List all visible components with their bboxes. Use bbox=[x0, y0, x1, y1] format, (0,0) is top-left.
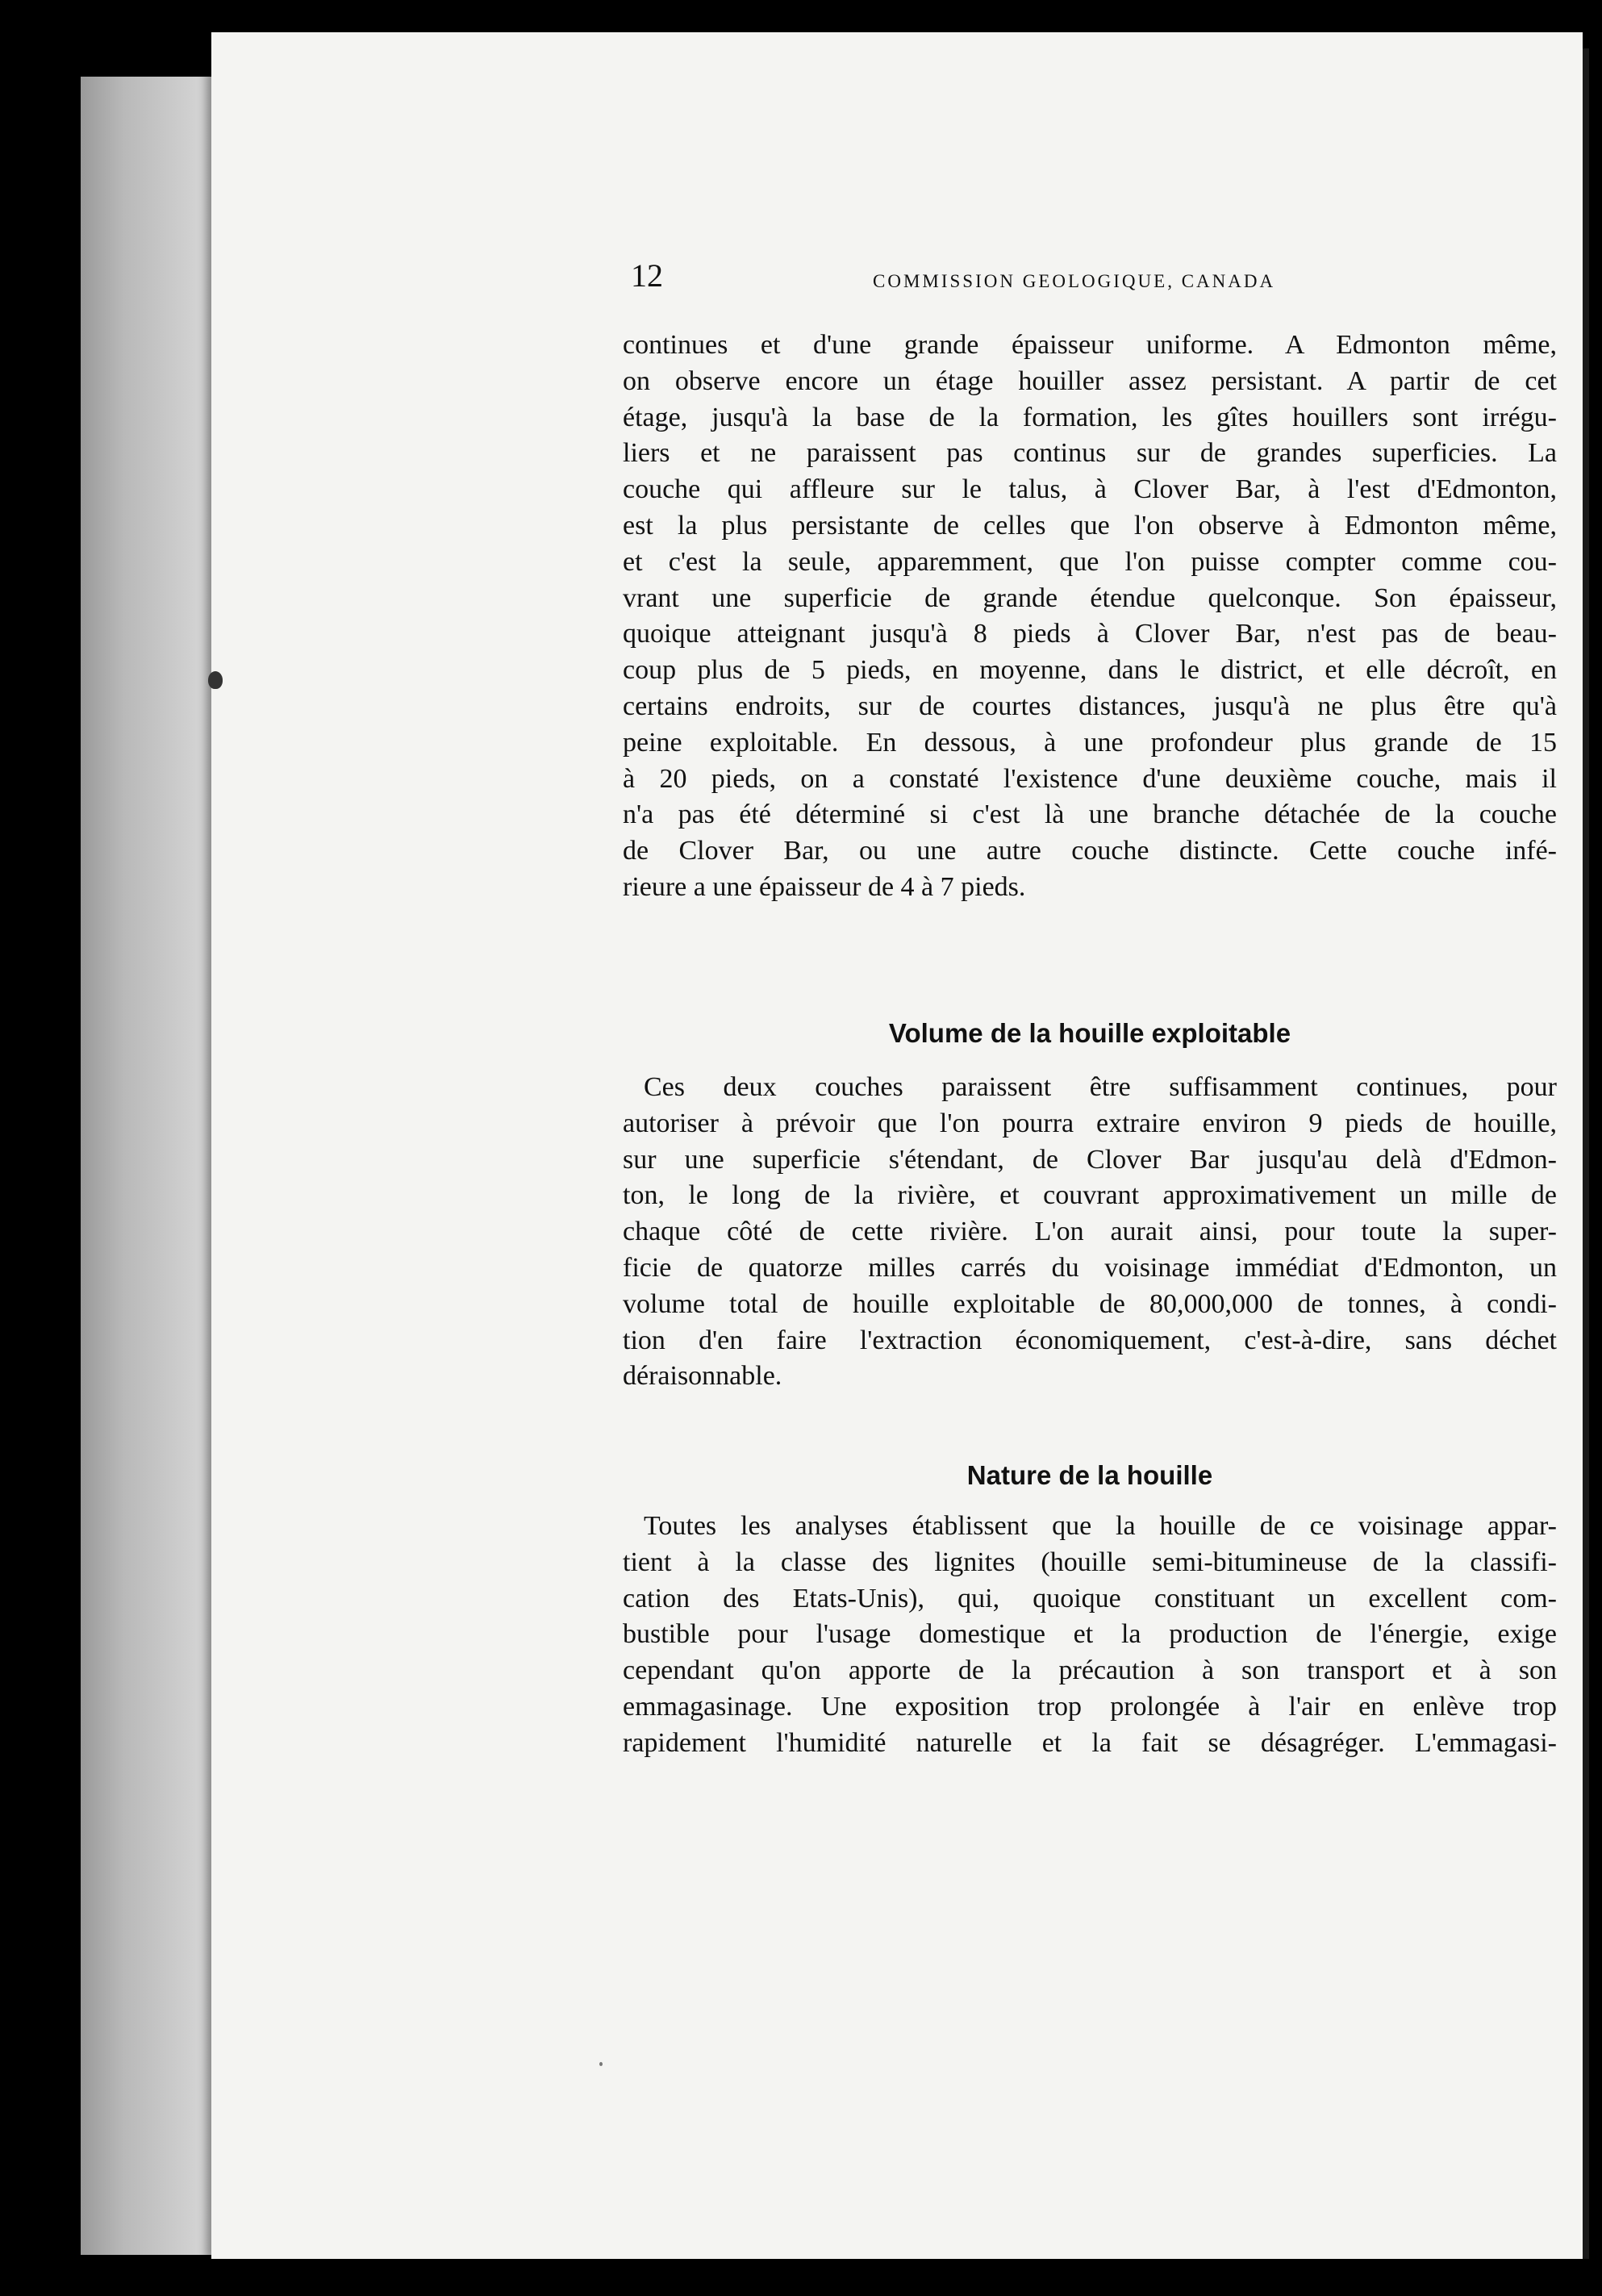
text-line: autoriser à prévoir que l'on pourra extraire environ 9 pieds de houille, bbox=[623, 1108, 1557, 1138]
text-line: rapidement l'humidité naturelle et la fait se désagréger. L'emmagasi- bbox=[623, 1727, 1557, 1758]
text-line: ficie de quatorze milles carrés du voisinage immédiat d'Edmonton, un bbox=[623, 1252, 1557, 1283]
text-line: coup plus de 5 pieds, en moyenne, dans le district, et elle décroît, en bbox=[623, 655, 1557, 686]
text-line: couche qui affleure sur le talus, à Clover Bar, à l'est d'Edmonton, bbox=[623, 474, 1557, 505]
section-heading-nature: Nature de la houille bbox=[966, 1460, 1213, 1490]
text-line: de Clover Bar, ou une autre couche distincte. Cette couche infé- bbox=[623, 836, 1557, 866]
text-line: vrant une superficie de grande étendue quelconque. Son épaisseur, bbox=[623, 582, 1557, 613]
running-head: COMMISSION GEOLOGIQUE, CANADA bbox=[873, 271, 1276, 291]
text-line: chaque côté de cette rivière. L'on aurait ainsi, pour toute la super- bbox=[623, 1217, 1557, 1247]
punch-hole-mark bbox=[208, 671, 223, 689]
text-line: cation des Etats-Unis), qui, quoique constituant un excellent com- bbox=[623, 1583, 1557, 1613]
text-line: volume total de houille exploitable de 80,000,000 de tonnes, à condi- bbox=[623, 1288, 1557, 1319]
text-line: liers et ne paraissent pas continus sur de grandes superficies. La bbox=[623, 438, 1557, 469]
paragraph-nature bbox=[623, 1509, 1557, 1762]
section-heading-volume: Volume de la houille exploitable bbox=[888, 1018, 1291, 1048]
text-line: tion d'en faire l'extraction économiquement, c'est-à-dire, sans déchet bbox=[623, 1325, 1557, 1355]
text-line: cependant qu'on apporte de la précaution à son transport et à son bbox=[623, 1655, 1557, 1686]
text-line: Toutes les analyses établissent que la houille de ce voisinage appar- bbox=[644, 1511, 1557, 1541]
text-line: déraisonnable. bbox=[623, 1361, 782, 1392]
page-number: 12 bbox=[631, 257, 663, 294]
text-line: est la plus persistante de celles que l'on observe à Edmonton même, bbox=[623, 510, 1557, 541]
text-line: et c'est la seule, apparemment, que l'on puisse compter comme cou- bbox=[623, 546, 1557, 577]
text-line: quoique atteignant jusqu'à 8 pieds à Clover Bar, n'est pas de beau- bbox=[623, 619, 1557, 649]
text-line: sur une superficie s'étendant, de Clover Bar jusqu'au delà d'Edmon- bbox=[623, 1144, 1557, 1175]
text-line: ton, le long de la rivière, et couvrant approximativement un mille de bbox=[623, 1180, 1557, 1211]
page-header bbox=[631, 257, 1365, 305]
text-line: à 20 pieds, on a constaté l'existence d'une deuxième couche, mais il bbox=[623, 763, 1557, 794]
dust-speck bbox=[599, 2062, 603, 2066]
text-line: emmagasinage. Une exposition trop prolongée à l'air en enlève trop bbox=[623, 1691, 1557, 1722]
text-line: étage, jusqu'à la base de la formation, les gîtes houillers sont irrégu- bbox=[623, 402, 1557, 432]
text-line: continues et d'une grande épaisseur uniforme. A Edmonton même, bbox=[623, 330, 1557, 360]
paragraph-coal-seams bbox=[623, 328, 1557, 906]
text-line: on observe encore un étage houiller assez persistant. A partir de cet bbox=[623, 365, 1557, 396]
text-line: bustible pour l'usage domestique et la production de l'énergie, exige bbox=[623, 1619, 1557, 1650]
paragraph-volume bbox=[623, 1070, 1557, 1395]
text-line: rieure a une épaisseur de 4 à 7 pieds. bbox=[623, 871, 1026, 902]
text-line: certains endroits, sur de courtes distances, jusqu'à ne plus être qu'à bbox=[623, 691, 1557, 721]
text-line: tient à la classe des lignites (houille semi-bitumineuse de la classifi- bbox=[623, 1547, 1557, 1577]
text-line: Ces deux couches paraissent être suffisamment continues, pour bbox=[644, 1072, 1557, 1102]
text-line: peine exploitable. En dessous, à une profondeur plus grande de 15 bbox=[623, 727, 1557, 758]
text-line: n'a pas été déterminé si c'est là une branche détachée de la couche bbox=[623, 799, 1557, 830]
